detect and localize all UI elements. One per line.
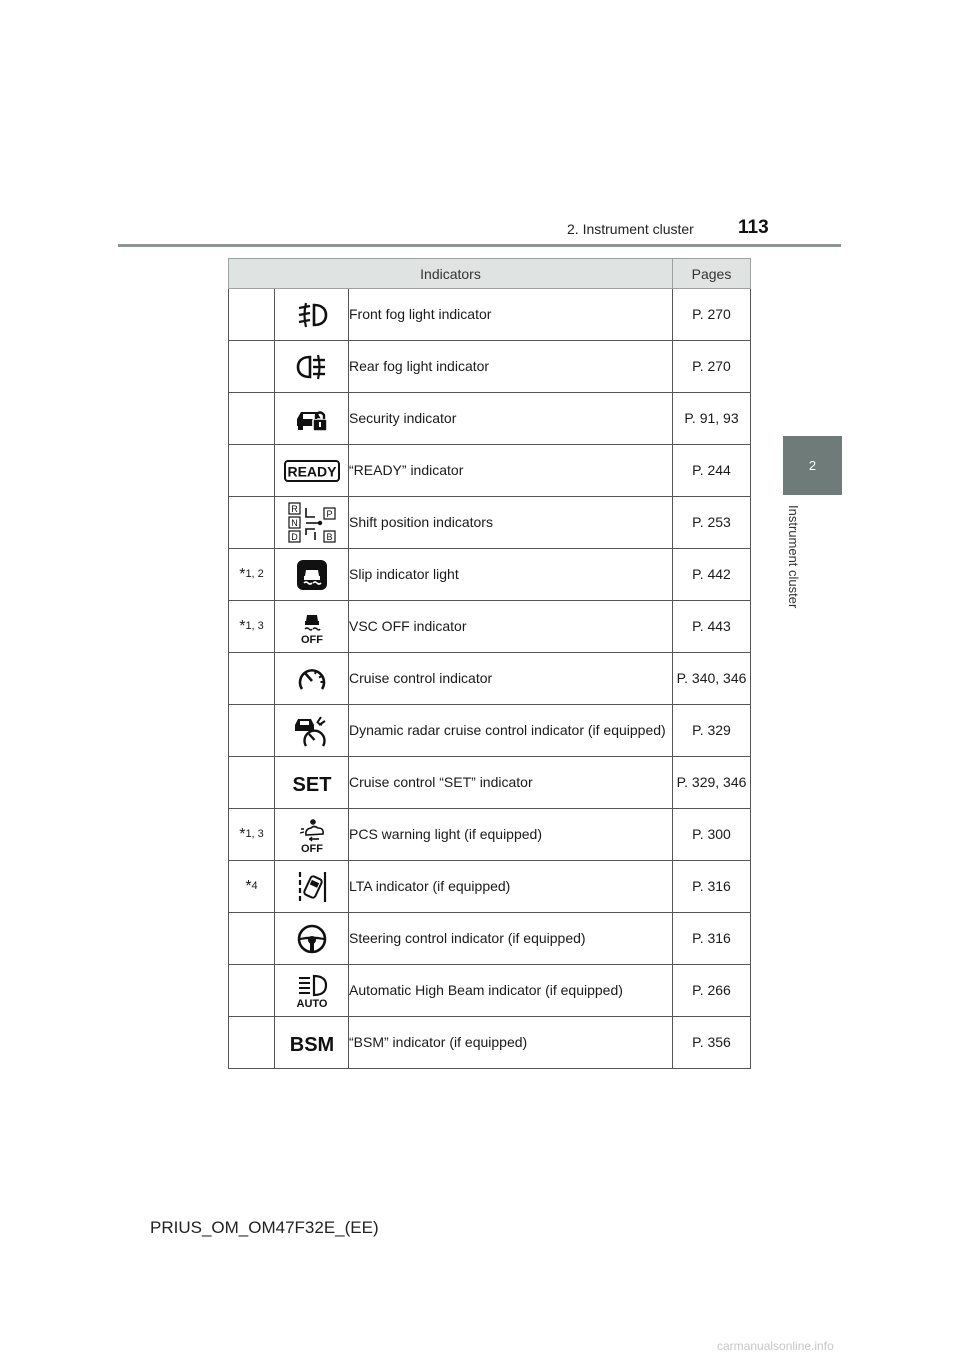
icon-cell <box>275 705 349 757</box>
page-ref-cell: P. 443 <box>673 601 751 653</box>
table-header-row <box>229 259 751 289</box>
icon-cell <box>275 289 349 341</box>
icon-cell <box>275 393 349 445</box>
footnote-star: * <box>239 617 246 635</box>
table-row <box>229 913 751 965</box>
front-fog-light-icon <box>295 300 329 330</box>
icon-cell <box>275 913 349 965</box>
description-cell: “BSM” indicator (if equipped) <box>349 1017 673 1069</box>
icon-cell <box>275 861 349 913</box>
footnote-ref: 4 <box>251 879 258 892</box>
page-ref-cell: P. 316 <box>673 913 751 965</box>
note-cell <box>229 393 275 445</box>
description-cell: Shift position indicators <box>349 497 673 549</box>
table-row <box>229 445 751 497</box>
description-cell: PCS warning light (if equipped) <box>349 809 673 861</box>
icon-cell <box>275 809 349 861</box>
set-icon <box>290 770 334 796</box>
page-ref-cell: P. 329 <box>673 705 751 757</box>
note-cell <box>229 705 275 757</box>
page-ref-cell: P. 270 <box>673 341 751 393</box>
bsm-icon <box>286 1030 338 1056</box>
note-cell <box>229 1017 275 1069</box>
chapter-tab-label: Instrument cluster <box>786 505 801 609</box>
description-cell: VSC OFF indicator <box>349 601 673 653</box>
note-cell <box>229 549 275 601</box>
note-cell <box>229 601 275 653</box>
icon-cell <box>275 965 349 1017</box>
description-cell: Security indicator <box>349 393 673 445</box>
table-row <box>229 809 751 861</box>
footnote-ref: 1, 3 <box>245 619 264 632</box>
icon-cell <box>275 601 349 653</box>
icon-cell <box>275 549 349 601</box>
svg-text:P: P <box>325 508 333 519</box>
cruise-control-icon <box>296 664 328 694</box>
note-cell <box>229 653 275 705</box>
description-cell: Rear fog light indicator <box>349 341 673 393</box>
security-icon <box>294 404 330 434</box>
page-ref-cell: P. 316 <box>673 861 751 913</box>
footnote-star: * <box>245 877 252 895</box>
steering-control-icon <box>296 923 328 955</box>
page-ref-cell: P. 329, 346 <box>673 757 751 809</box>
vsc-off-icon <box>295 609 329 645</box>
svg-text:B: B <box>325 531 333 542</box>
svg-text:D: D <box>290 531 298 542</box>
note-cell <box>229 445 275 497</box>
footnote-star: * <box>239 825 246 843</box>
table-row <box>229 341 751 393</box>
rear-fog-light-icon <box>295 352 329 382</box>
shift-position-icon <box>287 502 337 544</box>
footnote-ref: 1, 3 <box>245 827 264 840</box>
page-ref-cell: P. 356 <box>673 1017 751 1069</box>
description-cell: Slip indicator light <box>349 549 673 601</box>
page-ref-cell: P. 300 <box>673 809 751 861</box>
page-ref-cell: P. 244 <box>673 445 751 497</box>
table-row <box>229 653 751 705</box>
svg-text:SET: SET <box>292 773 331 796</box>
document-code: PRIUS_OM_OM47F32E_(EE) <box>150 1218 379 1237</box>
table-row <box>229 549 751 601</box>
note-cell <box>229 861 275 913</box>
page-ref-cell: P. 442 <box>673 549 751 601</box>
pcs-warning-icon <box>295 817 329 853</box>
note-cell <box>229 757 275 809</box>
footnote-star: * <box>239 565 246 583</box>
description-cell: Cruise control “SET” indicator <box>349 757 673 809</box>
icon-cell <box>275 653 349 705</box>
table-row <box>229 757 751 809</box>
page-ref-cell: P. 253 <box>673 497 751 549</box>
description-cell: Steering control indicator (if equipped) <box>349 913 673 965</box>
chapter-tab <box>783 436 842 495</box>
note-cell <box>229 965 275 1017</box>
chapter-tab-number: 2 <box>808 458 817 473</box>
page-ref-cell: P. 270 <box>673 289 751 341</box>
pages-column-header: Pages <box>673 259 751 289</box>
page-ref-cell: P. 91, 93 <box>673 393 751 445</box>
description-cell: “READY” indicator <box>349 445 673 497</box>
description-cell: Cruise control indicator <box>349 653 673 705</box>
svg-text:READY: READY <box>286 463 337 479</box>
table-row <box>229 393 751 445</box>
page-ref-cell: P. 266 <box>673 965 751 1017</box>
table-row <box>229 1017 751 1069</box>
table-row <box>229 861 751 913</box>
icon-cell <box>275 1017 349 1069</box>
table-row <box>229 497 751 549</box>
icon-cell <box>275 341 349 393</box>
svg-text:AUTO: AUTO <box>296 997 327 1009</box>
svg-text:N: N <box>290 517 298 528</box>
page-number: 113 <box>738 217 769 238</box>
svg-text:R: R <box>290 503 298 514</box>
svg-text:BSM: BSM <box>289 1033 334 1056</box>
indicators-table <box>228 258 751 1069</box>
auto-high-beam-icon <box>293 973 331 1009</box>
description-cell: Front fog light indicator <box>349 289 673 341</box>
table-row <box>229 601 751 653</box>
table-row <box>229 289 751 341</box>
svg-text:OFF: OFF <box>300 633 323 645</box>
indicators-column-header: Indicators <box>229 259 673 289</box>
note-cell <box>229 341 275 393</box>
note-cell <box>229 497 275 549</box>
note-cell <box>229 289 275 341</box>
section-title: 2. Instrument cluster <box>567 221 694 237</box>
header-divider <box>118 244 841 247</box>
dynamic-radar-cruise-icon <box>292 714 332 748</box>
description-cell: Dynamic radar cruise control indicator (if equipped) <box>349 705 673 757</box>
ready-icon <box>284 460 340 482</box>
footnote-ref: 1, 2 <box>245 567 264 580</box>
icon-cell <box>275 445 349 497</box>
table-row <box>229 705 751 757</box>
page-ref-cell: P. 340, 346 <box>673 653 751 705</box>
note-cell <box>229 913 275 965</box>
lta-icon <box>295 869 329 905</box>
note-cell <box>229 809 275 861</box>
description-cell: LTA indicator (if equipped) <box>349 861 673 913</box>
icon-cell <box>275 757 349 809</box>
icon-cell <box>275 497 349 549</box>
slip-indicator-icon <box>296 559 328 591</box>
description-cell: Automatic High Beam indicator (if equipped) <box>349 965 673 1017</box>
svg-text:OFF: OFF <box>300 842 323 853</box>
table-row <box>229 965 751 1017</box>
watermark: carmanualsonline.info <box>717 1339 834 1353</box>
